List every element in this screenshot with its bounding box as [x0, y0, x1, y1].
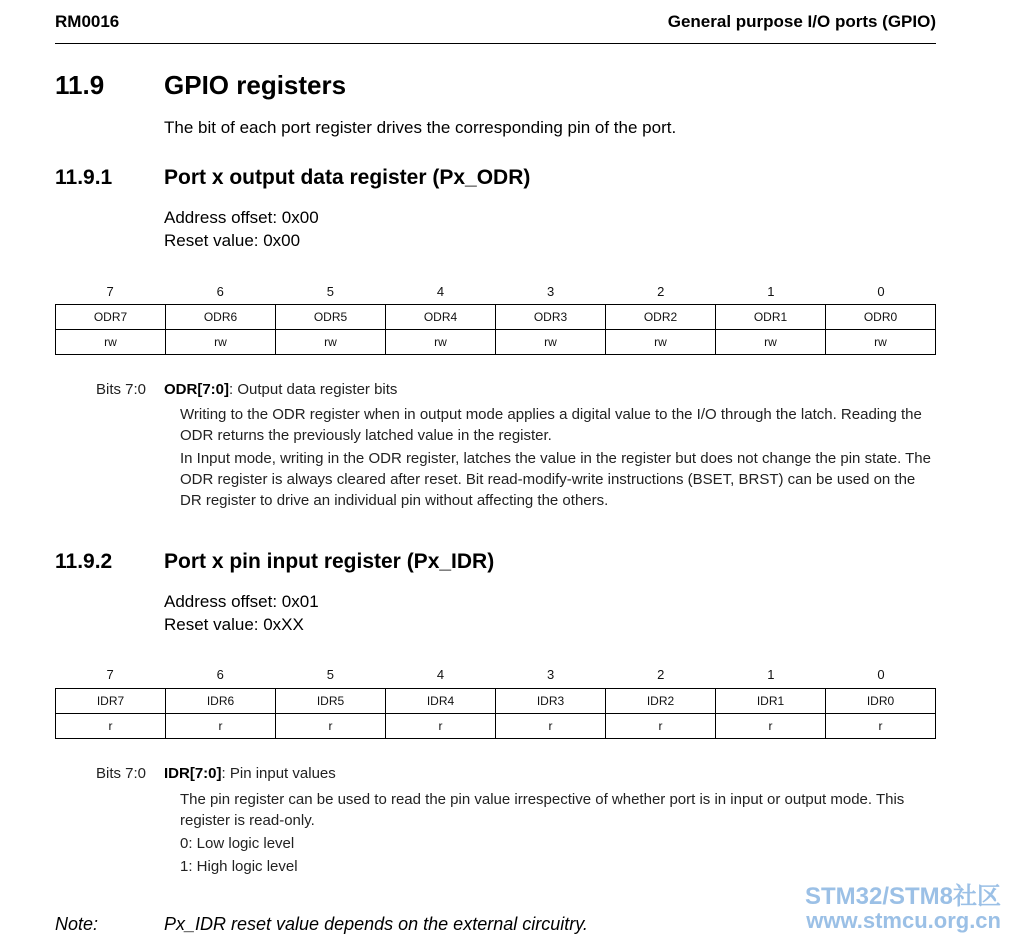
idr-reset-value: Reset value: 0xXX: [164, 615, 304, 634]
bit-access-cell: r: [496, 714, 606, 739]
watermark-line-1: STM32/STM8社区: [804, 883, 1001, 910]
idr-field-name: IDR[7:0]: [164, 765, 222, 782]
note-label: Note:: [55, 914, 99, 934]
bit-name-cell: ODR2: [606, 305, 716, 330]
bit-name-cell: IDR3: [496, 689, 606, 714]
bit-number: 3: [546, 667, 555, 682]
bit-number: 4: [436, 284, 445, 299]
bit-access-cell: rw: [166, 330, 276, 355]
bit-number: 5: [326, 667, 334, 682]
description-paragraph: Writing to the ODR register when in output mode applies a digital value to the I/O through the latch. Reading the ODR returns the previously latched value in the register.: [180, 406, 922, 444]
bit-access-cell: rw: [606, 330, 716, 355]
idr-bit-numbers: [55, 667, 936, 687]
bit-access-cell: rw: [716, 330, 826, 355]
bit-name-cell: ODR1: [716, 305, 826, 330]
idr-section-title: Port x pin input register (Px_IDR): [164, 550, 495, 573]
bit-number: 3: [546, 284, 555, 299]
odr-bits-label: Bits 7:0: [96, 381, 147, 398]
bit-name-cell: ODR4: [386, 305, 496, 330]
bit-number: 0: [877, 284, 885, 299]
idr-bits-label: Bits 7:0: [96, 765, 147, 782]
bit-access-cell: rw: [276, 330, 386, 355]
document-id: RM0016: [55, 12, 120, 31]
bit-name-cell: IDR2: [606, 689, 716, 714]
odr-bit-numbers: [55, 284, 936, 304]
odr-field-name: ODR[7:0]: [164, 381, 230, 398]
bit-access-cell: r: [56, 714, 166, 739]
idr-section-number: 11.9.2: [55, 550, 113, 573]
idr-register-table: [55, 688, 936, 739]
bit-access-cell: r: [166, 714, 276, 739]
bit-name-cell: IDR7: [56, 689, 166, 714]
chapter-title: General purpose I/O ports (GPIO): [667, 12, 936, 31]
section-number: 11.9: [55, 70, 105, 100]
bit-access-cell: r: [716, 714, 826, 739]
bit-access-cell: r: [386, 714, 496, 739]
section-intro: The bit of each port register drives the corresponding pin of the port.: [164, 118, 677, 137]
register-access-row: [56, 714, 936, 739]
bit-access-cell: rw: [56, 330, 166, 355]
bit-name-cell: IDR0: [826, 689, 936, 714]
odr-description: [180, 404, 940, 511]
description-paragraph: 0: Low logic level: [180, 835, 295, 852]
odr-address-offset: Address offset: 0x00: [164, 208, 319, 227]
bit-name-cell: IDR6: [166, 689, 276, 714]
bit-name-cell: IDR1: [716, 689, 826, 714]
bit-number: 6: [216, 667, 224, 682]
bit-access-cell: r: [826, 714, 936, 739]
bit-number: 2: [657, 667, 665, 682]
bit-name-cell: IDR4: [386, 689, 496, 714]
bit-access-cell: r: [276, 714, 386, 739]
bit-number: 4: [436, 667, 445, 682]
bit-number: 6: [216, 284, 224, 299]
bit-name-cell: ODR7: [56, 305, 166, 330]
bit-name-cell: ODR6: [166, 305, 276, 330]
bit-access-cell: r: [606, 714, 716, 739]
bit-access-cell: rw: [826, 330, 936, 355]
odr-register-table: [55, 304, 936, 355]
bit-number: 7: [106, 667, 114, 682]
bit-access-cell: rw: [386, 330, 496, 355]
idr-field-summary: : Pin input values: [221, 765, 336, 782]
idr-address-offset: Address offset: 0x01: [164, 592, 319, 611]
bit-number: 2: [657, 284, 665, 299]
register-name-row: [56, 689, 936, 714]
bit-name-cell: ODR5: [276, 305, 386, 330]
bit-number: 7: [106, 284, 114, 299]
bit-name-cell: ODR0: [826, 305, 936, 330]
idr-field-description: [164, 765, 336, 782]
page-header: [55, 12, 936, 44]
bit-name-cell: IDR5: [276, 689, 386, 714]
odr-field-description: [164, 381, 397, 398]
register-access-row: [56, 330, 936, 355]
bit-number: 0: [877, 667, 885, 682]
description-paragraph: In Input mode, writing in the ODR register, latches the value in the register but does not change the pin state. The ODR register is always cleared after reset. Bit read-modify-write instructions (BSET, BRST) can be used on the DR register to drive an individual pin without affecting the others.: [180, 450, 931, 509]
odr-section-number: 11.9.1: [55, 166, 113, 189]
bit-number: 5: [326, 284, 334, 299]
bit-number: 1: [767, 667, 775, 682]
odr-section-title: Port x output data register (Px_ODR): [164, 166, 531, 189]
section-title: GPIO registers: [164, 70, 347, 100]
description-paragraph: The pin register can be used to read the pin value irrespective of whether port is in input or output mode. This register is read-only.: [180, 791, 905, 829]
watermark-line-2: www.stmcu.org.cn: [806, 908, 1001, 933]
watermark: [805, 885, 1001, 933]
bit-access-cell: rw: [496, 330, 606, 355]
bit-number: 1: [767, 284, 775, 299]
odr-field-summary: : Output data register bits: [229, 381, 398, 398]
bit-name-cell: ODR3: [496, 305, 606, 330]
description-paragraph: 1: High logic level: [180, 858, 298, 875]
odr-reset-value: Reset value: 0x00: [164, 231, 301, 250]
register-name-row: [56, 305, 936, 330]
note-text: Px_IDR reset value depends on the external circuitry.: [164, 914, 588, 934]
idr-description: [180, 789, 940, 877]
